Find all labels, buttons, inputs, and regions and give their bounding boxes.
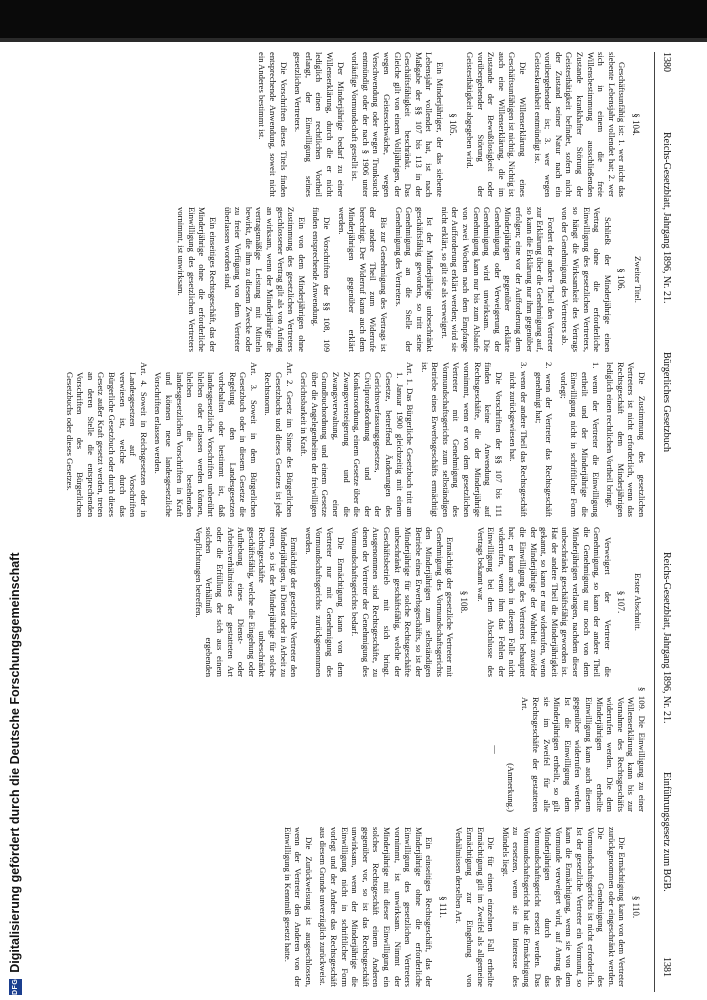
paragraph: Die Ermächtigung kann von dem Vertreter nur mit Genehmigung des Vormundschaftsgerichts zurückgenommen werden. <box>303 527 346 677</box>
header-rule <box>654 52 655 992</box>
paragraph: Ein einseitiges Rechtsgeschäft, das der Minderjährige ohne die erforderliche Einwilligung des gesetzlichen Vertreters vornimmt, ist unwirksam. <box>176 207 219 352</box>
column-5 <box>87 687 647 812</box>
scanned-page <box>63 52 681 992</box>
list-item: § 109. Die Einwilligung zu einer Willenserklärung kann bis zur Vornahme des Rechtsgeschäfts widerrufen werden. Die dem Minderjährigen ertheilte Einwilligung kann auch diesem gegenüber widerrufen werden. Ist die Einwilligung dem Minderjährigen ertheilt, so gilt sie im Zweifel für alle Rechtsgeschäfte der gestatteten Art. <box>520 687 647 812</box>
annotation: (Anmerkung.) <box>505 763 516 812</box>
section-heading: § 107. <box>616 590 627 614</box>
dfg-logo-icon: DFG <box>9 979 22 995</box>
paragraph: Ein einseitiges Rechtsgeschäft, das der Minderjährige ohne die erforderliche Einwilligung des gesetzlichen Vertreters vornimmt, ist unwirksam. Nimmt der Minderjährige mit dieser Einwilligung ein solches Rechtsgeschäft einem Anderen gegenüber vor, so ist das Rechtsgeschäft unwirksam, wenn der Minderjährige die Einwilligung nicht in schriftlicher Form vorlegt und der Andere das Rechtsgeschäft aus diesem Grunde unverzüglich zurückweist. <box>318 827 435 987</box>
dash-separator: — <box>491 745 502 754</box>
paragraph: Die Zurückweisung ist ausgeschlossen, wenn der Vertreter den Anderen von der Einwilligung in Kenntniß gesetzt hatte. <box>282 827 314 987</box>
paragraph: Die Vorschriften der §§ 107 bis 111 finden keine Anwendung auf Rechtsgeschäfte, die der Minderjährige vornimmt, wenn er von dem gesetzlichen Vertreter mit Genehmigung des Vormundschaftsgerichts zum selbständigen Betriebe eines Erwerbsgeschäfts ermächtigt ist. <box>419 362 504 517</box>
paragraph: Ein Minderjähriger, der das siebente Lebensjahr vollendet hat, ist nach Maßgabe der §§ 107 bis 113 in der Geschäftsfähigkeit beschränkt. Das Gleiche gilt von einem Volljährigen, der wegen Geistesschwäche, wegen Verschwendung oder wegen Trunksucht entmündigt oder der nach § 1906 unter vorläufige Vormundschaft gestellt ist. <box>350 52 445 197</box>
page-number-right: 1381 <box>661 957 672 977</box>
watermark-text-row <box>5 552 25 995</box>
top-bar-edge <box>0 38 707 42</box>
paragraph: Ist der Minderjährige unbeschränkt geschäftsfähig geworden, so tritt seine Genehmigung an die Stelle der Genehmigung des Vertreters. <box>393 207 436 352</box>
paragraph: Die Ermächtigung kann von dem Vertreter zurückgenommen oder eingeschränkt werden. Die Genehmigung des Vormundschaftsgerichts ist nicht erforderlich. Ist der gesetzliche Vertreter ein Vormund, so kann die Ermächtigung, wenn sie von dem Vormunde verweigert wird, auf Antrag des Minderjährigen durch das Vormundschaftsgericht ersetzt werden. Das Vormundschaftsgericht hat die Ermächtigung zu ersetzen, wenn sie im Interesse des Mündels liegt. <box>500 827 628 987</box>
section-heading: § 104. <box>631 113 641 136</box>
section-heading: § 105. <box>448 113 459 136</box>
paragraph: Die für einen einzelnen Fall ertheilte Ermächtigung gilt im Zweifel als allgemeine Ermächtigung zur Eingehung von Verhältnissen derselben Art. <box>454 827 497 987</box>
column-4 <box>87 527 647 677</box>
header-title-left: Bürgerliches Gesetzbuch <box>661 352 672 453</box>
paragraph: Die Vorschriften der §§ 108, 109 finden entsprechende Anwendung. <box>311 207 332 352</box>
dfg-watermark <box>0 552 30 1000</box>
article-item: Art. 3. Soweit in dem Bürgerlichen Gesetzbuch oder in diesem Gesetze die Regelung den Landesgesetzen vorbehalten oder bestimmt ist, daß landesgesetzliche Vorschriften unberührt bleiben oder erlassen werden können, bleiben die bestehenden landesgesetzlichen Vorschriften in Kraft und können neue landesgesetzliche Vorschriften erlassen werden. <box>153 362 259 517</box>
article-item: Art. 2. Gesetz im Sinne des Bürgerlichen Gesetzbuchs und dieses Gesetzes ist jede Rechtsnorm. <box>263 362 295 517</box>
paragraph: Ermächtigt der gesetzliche Vertreter den Minderjährigen, in Dienst oder in Arbeit zu treten, so ist der Minderjährige für solche Rechtsgeschäfte unbeschränkt geschäftsfähig, welche die Eingehung oder Aufhebung eines Dienst- oder Arbeitsverhältnisses der gestatteten Art oder die Erfüllung der sich aus einem solchen Verhältniß ergebenden Verpflichtungen betreffen. <box>193 527 300 677</box>
paragraph: Bis zur Genehmigung des Vertrags ist der andere Theil zum Widerrufe berechtigt. Der Widerruf kann auch dem Minderjährigen gegenüber erklärt werden. <box>336 207 389 352</box>
watermark-text: Digitalisierung gefördert durch die Deutsche Forschungsgemeinschaft <box>8 552 22 973</box>
column-1 <box>87 52 647 197</box>
paragraph: Ein von dem Minderjährigen ohne Zustimmung des gesetzlichen Vertreters geschlossener Vertrag gilt als von Anfang an wirksam, wenn der Minderjährige die vertragsmäßige Leistung mit Mitteln bewirkt, die ihm zu diesem Zwecke oder zu freier Verfügung von dem Vertreter überlassen worden sind. <box>222 207 307 352</box>
paragraph: Die Zustimmung des gesetzlichen Vertreters ist nicht erforderlich, wenn das Rechtsgeschäft dem Minderjährigen lediglich einen rechtlichen Vortheil bringt. <box>605 362 647 517</box>
title-label: Erster Abschnitt. <box>633 573 643 631</box>
header-title-right: Einführungsgesetz zum BGB. <box>661 772 672 892</box>
column-3 <box>64 362 647 517</box>
section-heading: § 110. <box>631 895 641 919</box>
section-heading: § 106. <box>616 268 627 291</box>
article-item: Art. 4. Soweit in Reichsgesetzen oder in Landesgesetzen auf Vorschriften verwiesen ist, welche durch das Bürgerliche Gesetzbuch oder durch dieses Gesetz außer Kraft gesetzt werden, treten an deren Stelle die entsprechenden Vorschriften des Bürgerlichen Gesetzbuchs oder dieses Gesetzes. <box>64 362 149 517</box>
page-number-left: 1380 <box>661 52 672 72</box>
paragraph: Schließt der Minderjährige einen Vertrag ohne die erforderliche Einwilligung des gesetzlichen Vertreters, so hängt die Wirksamkeit des Vertrags von der Genehmigung des Vertreters ab. <box>560 207 613 352</box>
section-heading: § 108. <box>459 590 470 614</box>
paragraph: Die Vorschriften dieses Titels finden entsprechende Anwendung, soweit nicht ein Anderes bestimmt ist. <box>257 52 289 197</box>
paragraph: Fordert der andere Theil den Vertreter zur Erklärung über die Genehmigung auf, so kann die Erklärung nur ihm gegenüber erfolgen; eine vor der Aufforderung dem Minderjährigen gegenüber erklärte Genehmigung oder Verweigerung der Genehmigung wird unwirksam. Die Genehmigung kann nur bis zum Ablaufe von zwei Wochen nach dem Empfange der Aufforderung erklärt werden; wird sie nicht erklärt, so gilt sie als verweigert. <box>439 207 556 352</box>
top-black-bar <box>0 0 707 42</box>
list-item: 1. wenn der Vertreter die Einwilligung ertheilt und der Minderjährige die Einwilligung nicht in schriftlicher Form vorlegt; <box>558 362 601 517</box>
paragraph: Verweigert der Vertreter die Genehmigung, so kann der andere Theil die Genehmigung nur noch von dem Minderjährigen verlangen, nachdem dieser unbeschränkt geschäftsfähig geworden ist. Hat der andere Theil die Minderjährigkeit gekannt, so kann er nur widerrufen, wenn der Minderjährige der Wahrheit zuwider die Einwilligung des Vertreters behauptet hat; er kann auch in diesem Falle nicht widerrufen, wenn ihm das Fehlen der Einwilligung bei dem Abschlusse des Vertrags bekannt war. <box>475 527 613 677</box>
paragraph: Der Minderjährige bedarf zu einer Willenserklärung, durch die er nicht lediglich einen rechtlichen Vortheil erlangt, der Einwilligung seines gesetzlichen Vertreters. <box>293 52 346 197</box>
column-2 <box>87 207 647 352</box>
paragraph: Ermächtigt der gesetzliche Vertreter mit Genehmigung des Vormundschaftsgerichts den Minderjährigen zum selbständigen Betriebe eines Erwerbsgeschäfts, so ist der Minderjährige für solche Rechtsgeschäfte unbeschränkt geschäftsfähig, welche der Geschäftsbetrieb mit sich bringt. Ausgenommen sind Rechtsgeschäfte, zu denen der Vertreter der Genehmigung des Vormundschaftsgerichts bedarf. <box>350 527 456 677</box>
title-label: Zweiter Titel. <box>633 256 643 303</box>
list-item: 2. wenn der Vertreter das Rechtsgeschäft genehmigt hat; <box>533 362 555 517</box>
header-gazette-left: Reichs-Gesetzblatt, Jahrgang 1896, Nr. 21. <box>661 132 672 304</box>
paragraph: Die Willenserklärung eines Geschäftsunfähigen ist nichtig. Nichtig ist auch eine Willenserklärung, die im Zustande der Bewußtlosigkeit oder vorübergehender Störung der Geistesthätigkeit abgegeben wird. <box>465 52 529 197</box>
header-gazette-right: Reichs-Gesetzblatt, Jahrgang 1896, Nr. 21. <box>661 552 672 724</box>
article-item: Art. 1. Das Bürgerliche Gesetzbuch tritt am 1. Januar 1900 gleichzeitig mit einem Gesetze, betreffend Änderungen des Gerichtsverfassungsgesetzes, der Civilprozeßordnung und der Konkursordnung, einem Gesetze über die Zwangsversteigerung und die Zwangsverwaltung, einer Grundbuchordnung und einem Gesetze über die Angelegenheiten der freiwilligen Gerichtsbarkeit in Kraft. <box>299 362 416 517</box>
section-heading: § 111. <box>437 896 448 918</box>
running-header <box>657 52 675 992</box>
paragraph: Geschäftsunfähig ist: 1. wer nicht das siebente Lebensjahr vollendet hat; 2. wer sich in einem die freie Willensbestimmung ausschließenden Zustande krankhafter Störung der Geistesthätigkeit befindet, sofern nicht der Zustand seiner Natur nach ein vorübergehender ist; 3. wer wegen Geisteskrankheit entmündigt ist. <box>532 52 628 197</box>
column-6 <box>87 827 647 987</box>
list-item: 3. wenn der andere Theil das Rechtsgeschäft nicht zurückgewiesen hat. <box>508 362 530 517</box>
